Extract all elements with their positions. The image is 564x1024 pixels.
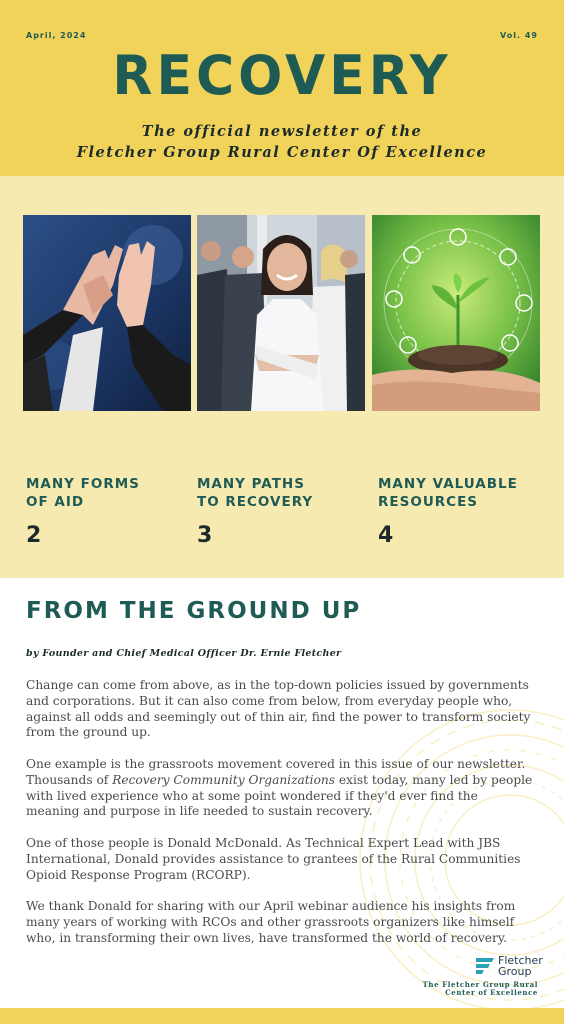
stat-label-line: MANY FORMS [26, 476, 140, 492]
stat-label-line: OF AID [26, 494, 85, 510]
footer-note [398, 981, 538, 997]
stat-number: 3 [197, 523, 213, 548]
stat-forms-of-aid [26, 475, 186, 548]
issue-date: April, 2024 [26, 31, 87, 40]
newsletter-subtitle [0, 121, 564, 163]
paragraph: We thank Donald for sharing with our April webinar audience his insights from many years of working with RCOs and other grassroots organizers like himself who, in transforming their own lives, have transformed the world of recovery. [26, 899, 516, 945]
footer-note-line: The Fletcher Group Rural [422, 980, 538, 989]
footer-note-line: Center of Excellence [445, 988, 538, 997]
stat-number: 4 [378, 523, 394, 548]
stat-label [197, 475, 357, 511]
subtitle-line: The official newsletter of the [141, 123, 423, 140]
logo-line: Group [498, 965, 532, 978]
subtitle-line: Fletcher Group Rural Center Of Excellence [76, 144, 488, 161]
stat-number: 2 [26, 523, 42, 548]
stat-valuable-resources [378, 475, 538, 548]
logo-wordmark [498, 955, 543, 977]
article-title: FROM THE GROUND UP [26, 598, 362, 624]
fletcher-group-logo [476, 955, 543, 977]
header-banner [0, 0, 564, 176]
issue-volume: Vol. 49 [500, 31, 538, 40]
article-byline: by Founder and Chief Medical Officer Dr. Ernie Fletcher [26, 648, 342, 659]
stat-paths-to-recovery [197, 475, 357, 548]
stat-label-line: TO RECOVERY [197, 494, 314, 510]
paragraph: One of those people is Donald McDonald. As Technical Expert Lead with JBS International, Donald provides assistance to grantees of the Rural Communities Opioid Response Program (RCORP). [26, 835, 521, 882]
paragraph-text: One example is the grassroots movement covered in this issue of our newsletter. Thousands of [26, 756, 526, 787]
emphasis-text: Recovery Community Organizations [112, 772, 336, 787]
paragraph-text: exist today, many led by people with lived experience who at some point wondered if they'd ever find the meaning and purpose in life needed to sustain recovery. [26, 772, 533, 819]
stat-label [26, 475, 186, 511]
paragraph: Change can come from above, as in the top-down policies issued by governments and corporations. But it can also come from below, from everyday people who, against all odds and seemingly out of thin air, find the power to transform society from the ground up. [26, 678, 531, 740]
stat-label [378, 475, 538, 511]
logo-line: Fletcher [498, 954, 543, 967]
stat-label-line: MANY VALUABLE [378, 476, 518, 492]
article-body [26, 678, 534, 962]
logo-mark-icon [476, 958, 494, 974]
stat-label-line: RESOURCES [378, 494, 479, 510]
bottom-bar [0, 1008, 564, 1024]
stat-label-line: MANY PATHS [197, 476, 305, 492]
photo-seedling [372, 215, 540, 411]
photo-business-team [197, 215, 365, 411]
photo-high-five [23, 215, 191, 411]
newsletter-title: RECOVERY [112, 44, 452, 108]
paragraph [26, 757, 534, 820]
